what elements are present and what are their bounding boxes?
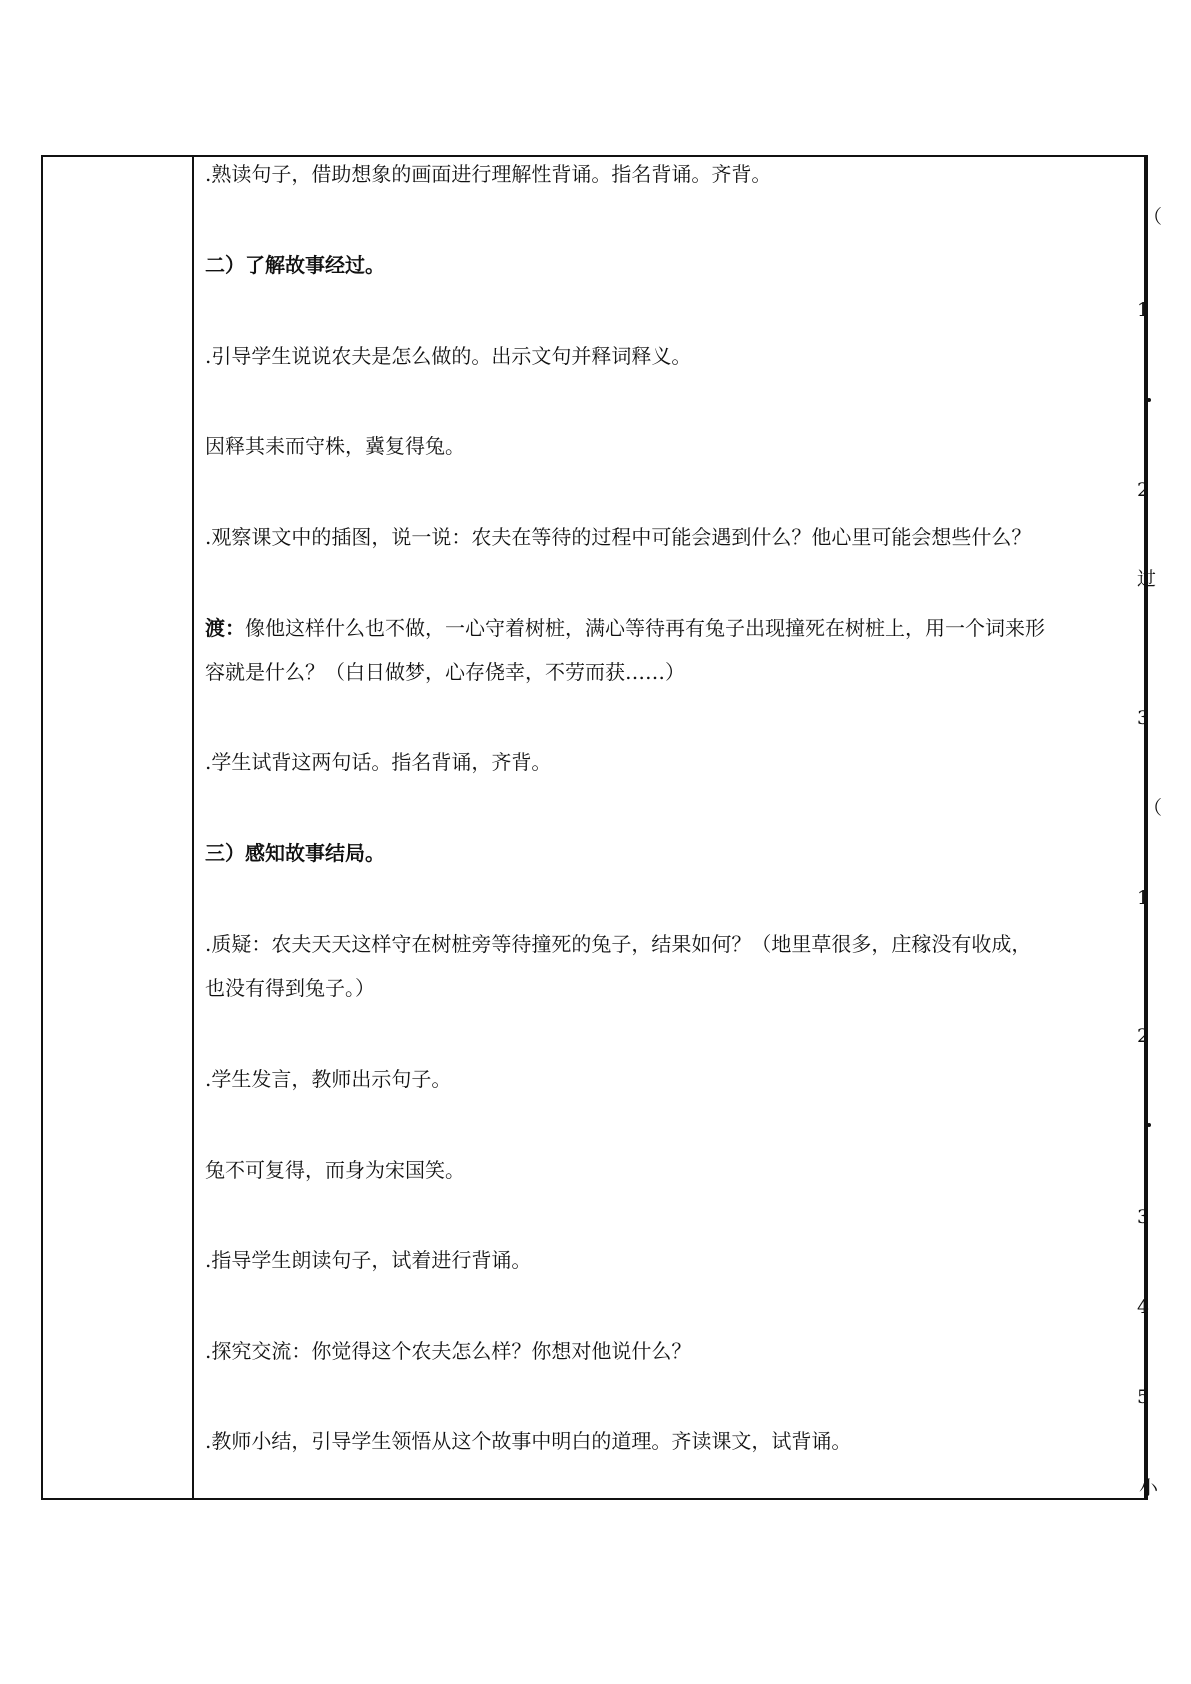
- quoted-sentence: 因释其耒而守株，冀复得兔。: [205, 434, 465, 458]
- margin-fragment: 过: [1137, 568, 1157, 590]
- text-line: .引导学生说说农夫是怎么做的。出示文句并释词释义。: [205, 344, 692, 368]
- margin-fragment: 2: [1137, 479, 1150, 501]
- text-line: .质疑：农夫天天这样守在树桩旁等待撞死的兔子，结果如何？（地里草很多，庄稼没有收成，: [205, 932, 1032, 956]
- margin-dot: [1147, 398, 1151, 402]
- text-line: .学生发言，教师出示句子。: [205, 1067, 452, 1091]
- transition-text: 像他这样什么也不做，一心守着树桩，满心等待再有兔子出现撞死在树桩上，用一个词来形: [245, 616, 1045, 640]
- text-line: .学生试背这两句话。指名背诵，齐背。: [205, 750, 552, 774]
- transition-label: 渡：: [205, 616, 245, 640]
- text-line: .指导学生朗读句子，试着进行背诵。: [205, 1248, 532, 1272]
- margin-fragment: 小: [1139, 1477, 1159, 1499]
- text-line: 也没有得到兔子。）: [205, 976, 375, 1000]
- margin-fragment: 3: [1137, 707, 1150, 729]
- section-heading: 二）了解故事经过。: [205, 253, 385, 277]
- text-line: .教师小结，引导学生领悟从这个故事中明白的道理。齐读课文，试背诵。: [205, 1429, 852, 1453]
- margin-fragment: 1: [1137, 887, 1150, 909]
- margin-fragment: 4: [1137, 1296, 1150, 1318]
- text-line: .探究交流：你觉得这个农夫怎么样？你想对他说什么？: [205, 1339, 692, 1363]
- margin-fragment: 3: [1137, 1206, 1150, 1228]
- margin-fragment: 1: [1137, 299, 1150, 321]
- margin-fragment: 2: [1137, 1025, 1150, 1047]
- text-line: 容就是什么？（白日做梦，心存侥幸，不劳而获……）: [205, 660, 685, 684]
- margin-dot: [1147, 1123, 1151, 1127]
- text-line: .熟读句子，借助想象的画面进行理解性背诵。指名背诵。齐背。: [205, 162, 772, 186]
- section-heading: 三）感知故事结局。: [205, 841, 385, 865]
- table-column-divider-left: [192, 155, 194, 1500]
- margin-fragment: （: [1143, 797, 1163, 819]
- text-line: [205, 610, 1045, 646]
- text-line: .观察课文中的插图，说一说：农夫在等待的过程中可能会遇到什么？他心里可能会想些什么？: [205, 525, 1032, 549]
- margin-fragment: （: [1143, 206, 1163, 228]
- quoted-sentence: 兔不可复得，而身为宋国笑。: [205, 1158, 465, 1182]
- margin-fragment: 5: [1137, 1386, 1150, 1408]
